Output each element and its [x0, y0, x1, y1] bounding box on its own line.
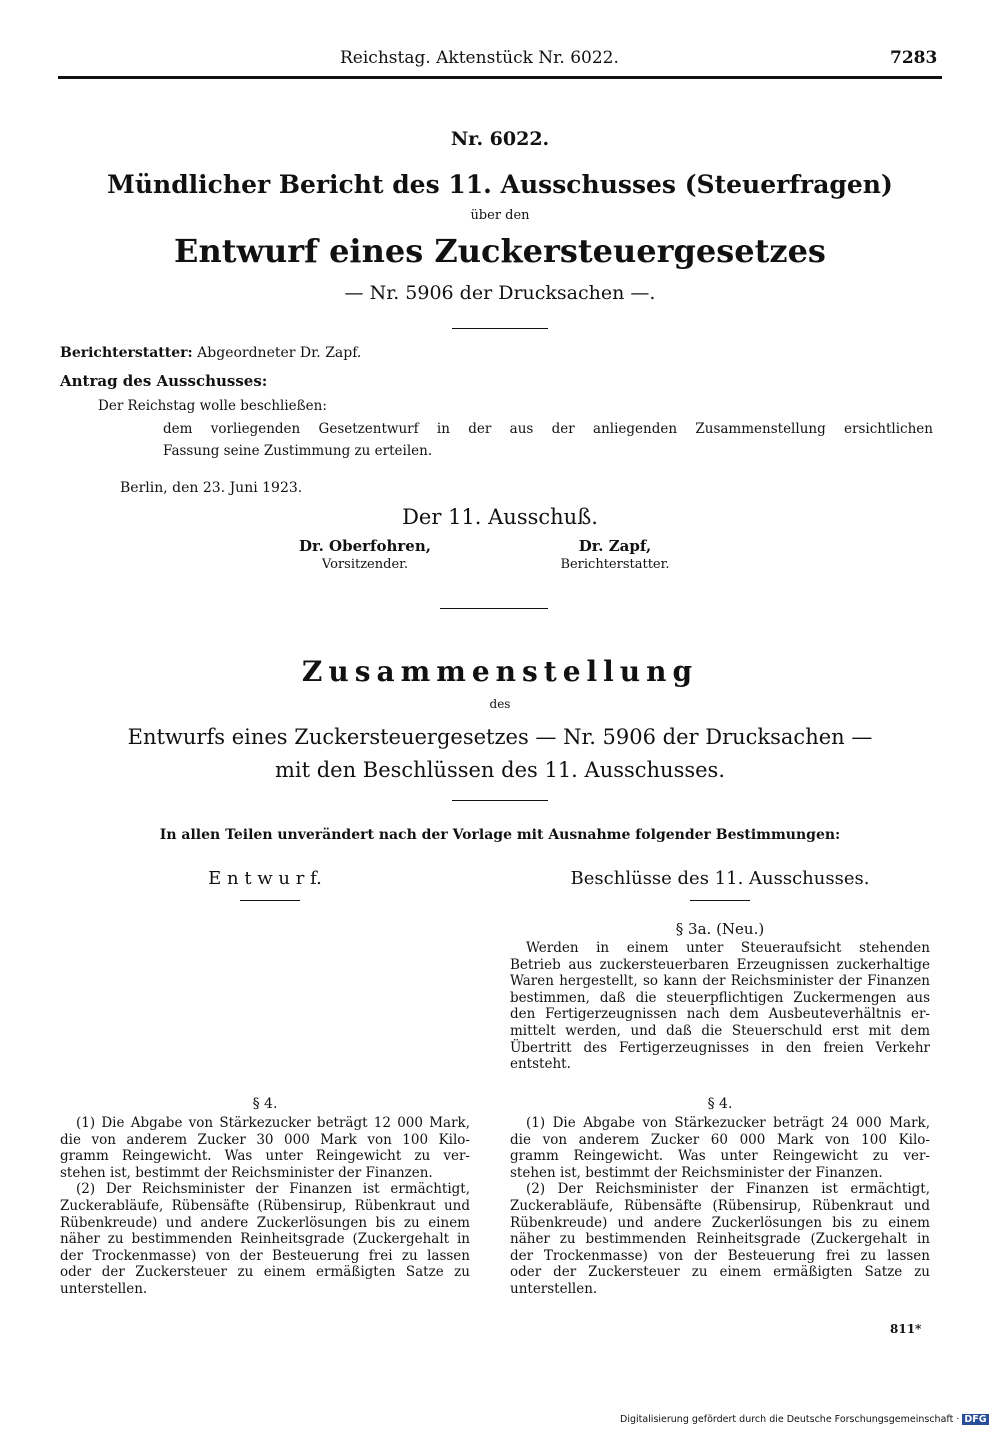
- date-line: Berlin, den 23. Juni 1923.: [120, 480, 303, 496]
- header-rule: [58, 76, 942, 79]
- text-line: (2) Der Reichsminister der Finanzen ist ermächtigt,: [76, 1181, 470, 1198]
- text-line: bestimmen, daß die steuerpflichtigen Zuckermengen aus: [510, 989, 930, 1006]
- doc-number: Nr. 6022.: [450, 128, 550, 150]
- text-line: unterstellen.: [510, 1280, 598, 1297]
- text-line: (2) Der Reichsminister der Finanzen ist ermächtigt,: [526, 1181, 930, 1198]
- bill-reference: — Nr. 5906 der Drucksachen —.: [344, 282, 656, 304]
- note: In allen Teilen unverändert nach der Vorlage mit Ausnahme folgender Bestimmungen:: [159, 827, 841, 843]
- text-line: stehen ist, bestimmt der Reichsminister der Finanzen.: [510, 1164, 883, 1181]
- text-line: näher zu bestimmenden Reinheitsgrade (Zuckergehalt in: [60, 1231, 470, 1248]
- title-ueber: über den: [470, 208, 530, 223]
- signature-mark: 811*: [890, 1322, 922, 1336]
- divider: [452, 328, 548, 329]
- berichterstatter: Berichterstatter: Abgeordneter Dr. Zapf.: [60, 345, 362, 361]
- text-line: Rübenkreude) und andere Zuckerlösungen bis zu einem: [510, 1214, 930, 1231]
- text-line: die von anderem Zucker 60 000 Mark von 100 Kilo-: [510, 1131, 930, 1148]
- running-title: Reichstag. Aktenstück Nr. 6022.: [340, 48, 619, 68]
- right-section-4-heading: § 4.: [707, 1096, 733, 1112]
- antrag-line-2: Fassung seine Zustimmung zu erteilen.: [163, 443, 433, 459]
- text-line: Zuckerabläufe, Rübensäfte (Rübensirup, Rübenkraut und: [60, 1197, 470, 1214]
- text-line: Zuckerabläufe, Rübensäfte (Rübensirup, Rübenkraut und: [510, 1197, 930, 1214]
- text-line: näher zu bestimmenden Reinheitsgrade (Zuckergehalt in: [510, 1231, 930, 1248]
- text-line: Betrieb aus zuckersteuerbaren Erzeugnissen zuckerhaltige: [510, 956, 930, 973]
- divider: [240, 900, 300, 901]
- right-heading: Beschlüsse des 11. Ausschusses.: [570, 868, 870, 889]
- divider: [440, 608, 548, 609]
- text-line: oder der Zuckersteuer zu einem ermäßigten Satze zu: [60, 1264, 470, 1281]
- zus-line-2: mit den Beschlüssen des 11. Ausschusses.: [274, 758, 726, 782]
- text-line: (1) Die Abgabe von Stärkezucker beträgt 12 000 Mark,: [76, 1115, 470, 1131]
- text-line: den Fertigerzeugnissen nach dem Ausbeuteverhältnis er-: [510, 1006, 930, 1023]
- signer-chair-role: Vorsitzender.: [321, 557, 409, 572]
- section-3a-heading: § 3a. (Neu.): [675, 920, 765, 938]
- left-section-4-heading: § 4.: [252, 1096, 278, 1112]
- text-line: unterstellen.: [60, 1280, 148, 1297]
- left-heading: E n t w u r f.: [208, 868, 322, 889]
- committee: Der 11. Ausschuß.: [402, 505, 598, 529]
- antrag-intro: Der Reichstag wolle beschließen:: [98, 398, 327, 414]
- left-section-4-text: [60, 1115, 470, 1298]
- zus-line-1: Entwurfs eines Zuckersteuergesetzes — Nr. 5906 der Drucksachen —: [127, 725, 873, 749]
- section-3a-text: [510, 940, 930, 1073]
- bill-title: Entwurf eines Zuckersteuergesetzes: [174, 232, 826, 270]
- text-line: Übertritt des Fertigerzeugnisses in den freien Verkehr: [510, 1039, 930, 1056]
- text-line: oder der Zuckersteuer zu einem ermäßigten Satze zu: [510, 1264, 930, 1281]
- signer-reporter-role: Berichterstatter.: [560, 557, 670, 572]
- text-line: entsteht.: [510, 1056, 571, 1073]
- text-line: mittelt werden, und daß die Steuerschuld erst mit dem: [510, 1022, 930, 1039]
- text-line: gramm Reingewicht. Was unter Reingewicht zu ver-: [510, 1148, 930, 1165]
- text-line: Waren hergestellt, so kann der Reichsminister der Finanzen: [510, 973, 930, 990]
- page-number: 7283: [890, 48, 938, 68]
- text-line: stehen ist, bestimmt der Reichsminister der Finanzen.: [60, 1164, 433, 1181]
- antrag-label: Antrag des Ausschusses:: [60, 372, 268, 390]
- text-line: gramm Reingewicht. Was unter Reingewicht zu ver-: [60, 1148, 470, 1165]
- divider: [690, 900, 750, 901]
- text-line: (1) Die Abgabe von Stärkezucker beträgt 24 000 Mark,: [526, 1115, 930, 1131]
- text-line: der Trockenmasse) von der Besteuerung frei zu lassen: [510, 1247, 930, 1264]
- zus-des: des: [489, 697, 511, 711]
- right-section-4-text: [510, 1115, 930, 1298]
- signer-reporter: Dr. Zapf,: [578, 537, 652, 555]
- text-line: Rübenkreude) und andere Zuckerlösungen bis zu einem: [60, 1214, 470, 1231]
- divider: [452, 800, 548, 801]
- dfg-logo: DFG: [964, 1414, 987, 1425]
- antrag-line-1: dem vorliegenden Gesetzentwurf in der aus der anliegenden Zusammenstellung ersichtlichen: [163, 421, 933, 437]
- text-line: die von anderem Zucker 30 000 Mark von 100 Kilo-: [60, 1131, 470, 1148]
- signer-chair: Dr. Oberfohren,: [299, 537, 431, 555]
- text-line: Werden in einem unter Steueraufsicht stehenden: [526, 940, 930, 956]
- report-title: Mündlicher Bericht des 11. Ausschusses (Steuerfragen): [107, 170, 893, 199]
- zusammenstellung-title: Zusammenstellung: [301, 655, 699, 688]
- footer-credit: Digitalisierung gefördert durch die Deutsche Forschungsgemeinschaft · DFG: [620, 1414, 987, 1425]
- text-line: der Trockenmasse) von der Besteuerung frei zu lassen: [60, 1247, 470, 1264]
